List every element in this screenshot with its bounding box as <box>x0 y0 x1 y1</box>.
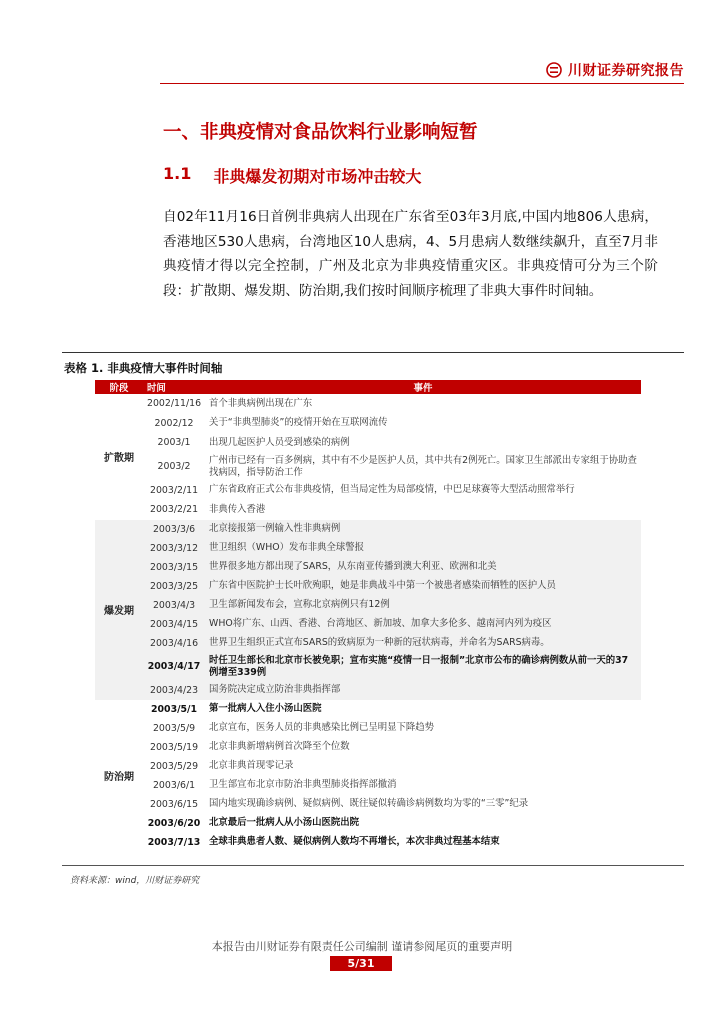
event-description: 世界很多地方都出现了SARS，从东南亚传播到澳大利亚、欧洲和北美 <box>205 558 641 577</box>
table-row <box>95 738 641 757</box>
event-date: 2003/3/25 <box>143 577 205 596</box>
table-row <box>95 795 641 814</box>
event-date: 2003/4/15 <box>143 615 205 634</box>
event-description: 第一批病人入住小汤山医院 <box>205 700 641 719</box>
event-date: 2003/7/13 <box>143 833 205 852</box>
table-row <box>95 776 641 795</box>
table-row <box>95 833 641 852</box>
phase-group-outbreak <box>95 520 641 700</box>
event-date: 2003/6/1 <box>143 776 205 795</box>
event-description: 关于“非典型肺炎”的疫情开始在互联网流传 <box>205 414 641 434</box>
event-description: 非典传入香港 <box>205 500 641 520</box>
event-date: 2003/3/6 <box>143 520 205 539</box>
subsection-title: 非典爆发初期对市场冲击较大 <box>213 167 422 186</box>
header-event: 事件 <box>205 380 641 394</box>
event-description: 卫生部新闻发布会，宣称北京病例只有12例 <box>205 596 641 615</box>
event-description: 广东省中医院护士长叶欣殉职，她是非典战斗中第一个被患者感染而牺牲的医护人员 <box>205 577 641 596</box>
events-timeline-table <box>95 380 641 852</box>
header-divider <box>160 83 684 84</box>
event-description: 国务院决定成立防治非典指挥部 <box>205 681 641 700</box>
event-description: 卫生部宣布北京市防治非典型肺炎指挥部撤消 <box>205 776 641 795</box>
event-description: 出现几起医护人员受到感染的病例 <box>205 433 641 453</box>
table-row <box>95 577 641 596</box>
event-date: 2003/4/23 <box>143 681 205 700</box>
footer-disclaimer: 本报告由川财证券有限责任公司编制 谨请参阅尾页的重要声明 <box>211 940 513 953</box>
event-date: 2003/4/16 <box>143 634 205 653</box>
event-description: 北京非典首现零记录 <box>205 757 641 776</box>
table-header-row <box>95 380 641 394</box>
event-date: 2003/1 <box>143 433 205 453</box>
table-row <box>95 539 641 558</box>
phase-group-control <box>95 700 641 852</box>
table-row <box>95 681 641 700</box>
header-phase: 阶段 <box>95 380 143 394</box>
table-row <box>95 596 641 615</box>
caption-divider <box>62 352 684 353</box>
event-date: 2003/5/9 <box>143 719 205 738</box>
table-row <box>95 719 641 738</box>
table-row <box>95 653 641 681</box>
table-caption: 表格 1. 非典疫情大事件时间轴 <box>64 361 223 375</box>
phase-label: 爆发期 <box>95 520 143 700</box>
data-source: 资料来源：wind，川财证券研究 <box>70 876 200 886</box>
phase-label: 扩散期 <box>95 394 143 520</box>
brand-header <box>546 60 684 80</box>
event-description: 广州市已经有一百多例病，其中有不少是医护人员，其中共有2例死亡。国家卫生部派出专家组于协助查找病因，指导防治工作 <box>205 453 641 481</box>
header-date: 时间 <box>143 380 205 394</box>
table-row <box>95 700 641 719</box>
event-description: WHO将广东、山西、香港、台湾地区、新加坡、加拿大多伦多、越南河内列为疫区 <box>205 615 641 634</box>
event-description: 北京最后一批病人从小汤山医院出院 <box>205 814 641 833</box>
event-date: 2003/6/20 <box>143 814 205 833</box>
subsection-number: 1.1 <box>163 164 192 183</box>
table-row <box>95 453 641 481</box>
section-title: 一、非典疫情对食品饮料行业影响短暂 <box>163 122 478 143</box>
event-date: 2003/2/21 <box>143 500 205 520</box>
subsection-heading <box>163 164 421 187</box>
table-row <box>95 558 641 577</box>
event-date: 2003/4/3 <box>143 596 205 615</box>
event-date: 2003/3/15 <box>143 558 205 577</box>
table-row <box>95 520 641 539</box>
event-description: 首个非典病例出现在广东 <box>205 394 641 414</box>
chuancai-logo-icon <box>546 62 562 78</box>
phase-group-spread <box>95 394 641 520</box>
event-date: 2003/5/19 <box>143 738 205 757</box>
table-row <box>95 394 641 414</box>
event-date: 2003/3/12 <box>143 539 205 558</box>
event-description: 北京非典新增病例首次降至个位数 <box>205 738 641 757</box>
page-number: 5/31 <box>330 956 392 971</box>
event-date: 2002/12 <box>143 414 205 434</box>
table-row <box>95 615 641 634</box>
event-description: 世界卫生组织正式宣布SARS的致病原为一种新的冠状病毒，并命名为SARS病毒。 <box>205 634 641 653</box>
table-row <box>95 814 641 833</box>
table-row <box>95 500 641 520</box>
event-date: 2003/6/15 <box>143 795 205 814</box>
event-description: 广东省政府正式公布非典疫情，但当局定性为局部疫情，中巴足球赛等大型活动照常举行 <box>205 481 641 501</box>
intro-paragraph: 自02年11月16日首例非典病人出现在广东省至03年3月底,中国内地806人患病，香港地区530人患病，台湾地区10人患病，4、5月患病人数继续飙升，直至7月非典疫情才得以完全控制，广州及北京为非典疫情重灾区。非典疫情可分为三个阶段：扩散期、爆发期、防治期,我们按时间顺序梳理了非典大事件时间轴。 <box>163 209 658 299</box>
brand-name: 川财证券研究报告 <box>568 63 684 79</box>
table-bottom-divider <box>62 865 684 866</box>
phase-label: 防治期 <box>95 700 143 852</box>
event-date: 2003/4/17 <box>143 653 205 681</box>
event-description: 北京接报第一例输入性非典病例 <box>205 520 641 539</box>
event-description: 北京宣布，医务人员的非典感染比例已呈明显下降趋势 <box>205 719 641 738</box>
event-date: 2003/2 <box>143 453 205 481</box>
table-row <box>95 481 641 501</box>
event-description: 世卫组织（WHO）发布非典全球警报 <box>205 539 641 558</box>
event-date: 2003/5/29 <box>143 757 205 776</box>
event-date: 2002/11/16 <box>143 394 205 414</box>
event-description: 全球非典患者人数、疑似病例人数均不再增长，本次非典过程基本结束 <box>205 833 641 852</box>
table-row <box>95 757 641 776</box>
event-date: 2003/5/1 <box>143 700 205 719</box>
table-row <box>95 634 641 653</box>
event-description: 时任卫生部长和北京市长被免职；宣布实施“疫情一日一报制”北京市公布的确诊病例数从前一天的37例增至339例 <box>205 653 641 681</box>
event-date: 2003/2/11 <box>143 481 205 501</box>
table-row <box>95 433 641 453</box>
event-description: 国内地实现确诊病例、疑似病例、既往疑似转确诊病例数均为零的“三零”纪录 <box>205 795 641 814</box>
table-row <box>95 414 641 434</box>
